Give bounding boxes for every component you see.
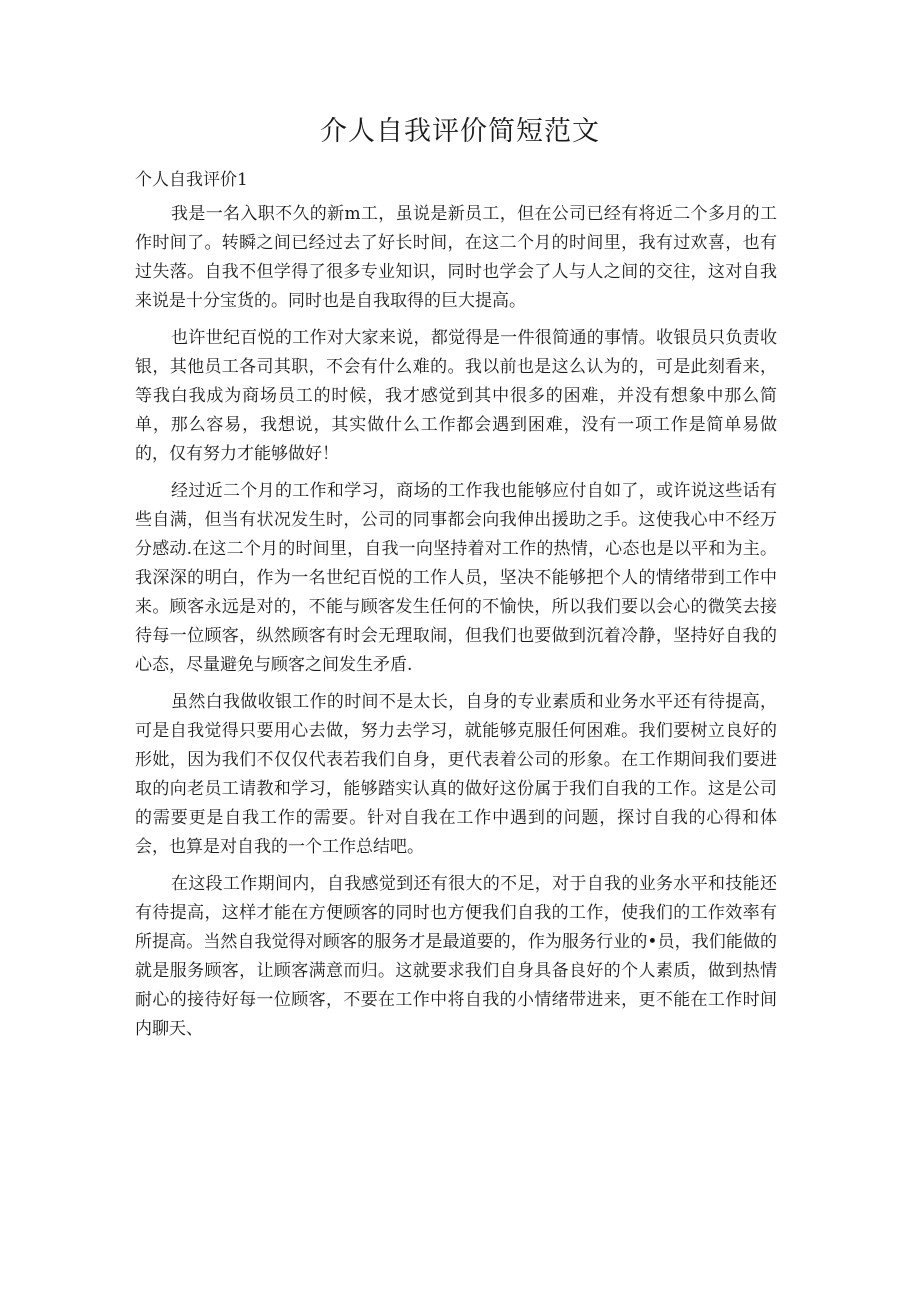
paragraph-4: 虽然白我做收银工作的时间不是太长，自身的专业素质和业务水平还有待提高，可是自我觉得只要用心去做，努力去学习，就能够克服任何困难。我们要树立良好的形妣，因为我们不仅仅代表若我们自身，更代表着公司的形象。在工作期间我们要进取的向老员工请教和学习，能够踏实认真的做好这份属于我们自我的工作。这是公司的需要更是自我工作的需要。针对自我在工作中遇到的问题，探讨自我的心得和体会，也算是对自我的一个工作总结吧。 xyxy=(135,692,777,857)
paragraph-1: 我是一名入职不久的新m工，虽说是新员工，但在公司已经有将近二个多月的工作时间了。转瞬之间已经过去了好长时间，在这二个月的时间里，我有过欢喜，也有过失落。自我不但学得了很多专业知识，同时也学会了人与人之间的交往，这对自我来说是十分宝货的。同时也是自我取得的巨大提高。 xyxy=(135,204,777,311)
document-title: 介人自我评价简短范文 xyxy=(320,116,600,147)
paragraph-2: 也许世纪百悦的工作对大家来说，都觉得是一件很简通的事情。收银员只负责收银，其他员工各司其职，不会有什么难的。我以前也是这么认为的，可是此刻看来，等我白我成为商场员工的时候，我才感觉到其中很多的困难，并没有想象中那么简单，那么容易，我想说，其实做什么工作都会遇到困难，没有一项工作是简单易做的，仅有努力才能够做好！ xyxy=(135,328,777,464)
section-heading: 个人自我评价1 xyxy=(135,170,248,190)
paragraph-3: 经过近二个月的工作和学习，商场的工作我也能够应付自如了，或许说这些话有些自满，但当有状况发生时，公司的同事都会向我伸出援助之手。这使我心中不经万分感动.在这二个月的时间里，自我一向坚持着对工作的热情，心态也是以平和为主。我深深的明白，作为一名世纪百悦的工作人员，坚决不能够把个人的情绪带到工作中来。顾客永远是对的，不能与顾客发生任何的不愉快，所以我们要以会心的微笑去接待每一位顾客，纵然顾客有时会无理取闹，但我们也要做到沉着冷静，坚持好自我的心态，尽量避免与顾客之间发生矛盾. xyxy=(135,481,777,675)
paragraph-5: 在这段工作期间内，自我感觉到还有很大的不足，对于自我的业务水平和技能还有待提高，这样才能在方便顾客的同时也方便我们自我的工作，使我们的工作效率有所提高。当然自我觉得对顾客的服务才是最道要的，作为服务行业的•员，我们能做的就是服务顾客，让顾客满意而归。这就要求我们自身具备良好的个人素质，做到热情耐心的接待好每一位顾客，不要在工作中将自我的小情绪带进来，更不能在工作时间内聊天、 xyxy=(135,874,777,1039)
document-body xyxy=(135,200,777,1052)
